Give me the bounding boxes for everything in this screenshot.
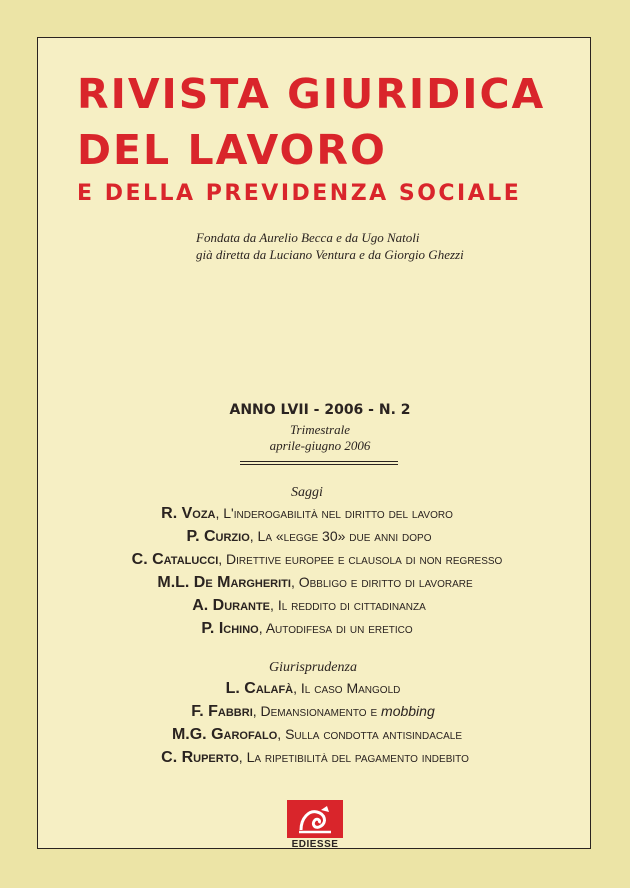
jurisprudence-title: La ripetibilità del pagamento indebito	[246, 749, 469, 765]
essay-author: P. Curzio	[186, 528, 250, 545]
essay-entry: C. Catalucci, Direttive europee e clausola di non regresso	[131, 551, 503, 568]
essay-author: A. Durante	[192, 597, 271, 614]
jurisprudence-entry: M.G. Garofalo, Sulla condotta antisindacale	[171, 726, 463, 743]
jurisprudence-author: M.G. Garofalo	[171, 726, 278, 743]
issue-divider	[240, 461, 398, 465]
publisher-logo	[284, 800, 346, 850]
publisher-name: EDIESSE	[291, 839, 339, 850]
jurisprudence-author: L. Calafà	[225, 680, 294, 697]
jurisprudence-title: Il caso Mangold	[300, 680, 401, 696]
essay-title: Autodifesa di un eretico	[265, 620, 413, 636]
essay-author: M.L. De Margheriti	[157, 574, 291, 591]
issue-number: ANNO LVII - 2006 - N. 2	[229, 402, 411, 418]
essay-author: C. Catalucci	[131, 551, 219, 568]
essay-title: Obbligo e diritto di lavorare	[298, 574, 473, 590]
essay-entry: P. Curzio, La «legge 30» due anni dopo	[186, 528, 432, 545]
jurisprudence-author: C. Ruperto	[161, 749, 239, 766]
jurisprudence-title-italic: mobbing	[381, 703, 435, 719]
issue-period: aprile-giugno 2006	[269, 438, 371, 453]
essay-author: R. Voza	[161, 505, 216, 522]
essay-title: Il reddito di cittadinanza	[277, 597, 426, 613]
jurisprudence-entry: F. Fabbri, Demansionamento e mobbing	[191, 703, 435, 720]
essay-title: L'inderogabilità nel diritto del lavoro	[223, 505, 453, 521]
essay-entry: M.L. De Margheriti, Obbligo e diritto di lavorare	[157, 574, 473, 591]
jurisprudence-section-label: Giurisprudenza	[269, 660, 357, 675]
journal-subtitle: E DELLA PREVIDENZA SOCIALE	[77, 181, 522, 206]
essay-entry: A. Durante, Il reddito di cittadinanza	[192, 597, 426, 614]
publisher-logo-icon	[287, 800, 343, 838]
jurisprudence-entry: L. Calafà, Il caso Mangold	[225, 680, 401, 697]
essay-title: Direttive europee e clausola di non regresso	[226, 551, 503, 567]
essay-entry: R. Voza, L'inderogabilità nel diritto del lavoro	[161, 505, 453, 522]
essay-title: La «legge 30» due anni dopo	[257, 528, 432, 544]
founders-line: Fondata da Aurelio Becca e da Ugo Natoli	[196, 230, 420, 245]
jurisprudence-title: Demansionamento e	[260, 703, 378, 719]
journal-title-line-2: DEL LAVORO	[77, 126, 387, 174]
jurisprudence-title: Sulla condotta antisindacale	[285, 726, 463, 742]
essays-section-label: Saggi	[291, 485, 323, 500]
journal-title-line-1: RIVISTA GIURIDICA	[77, 70, 546, 118]
essay-entry: P. Ichino, Autodifesa di un eretico	[201, 620, 413, 637]
essay-author: P. Ichino	[201, 620, 259, 637]
former-directors-line: già diretta da Luciano Ventura e da Giorgio Ghezzi	[196, 247, 464, 262]
jurisprudence-author: F. Fabbri	[191, 703, 253, 720]
jurisprudence-entry: C. Ruperto, La ripetibilità del pagamento indebito	[161, 749, 469, 766]
issue-frequency: Trimestrale	[290, 422, 350, 437]
